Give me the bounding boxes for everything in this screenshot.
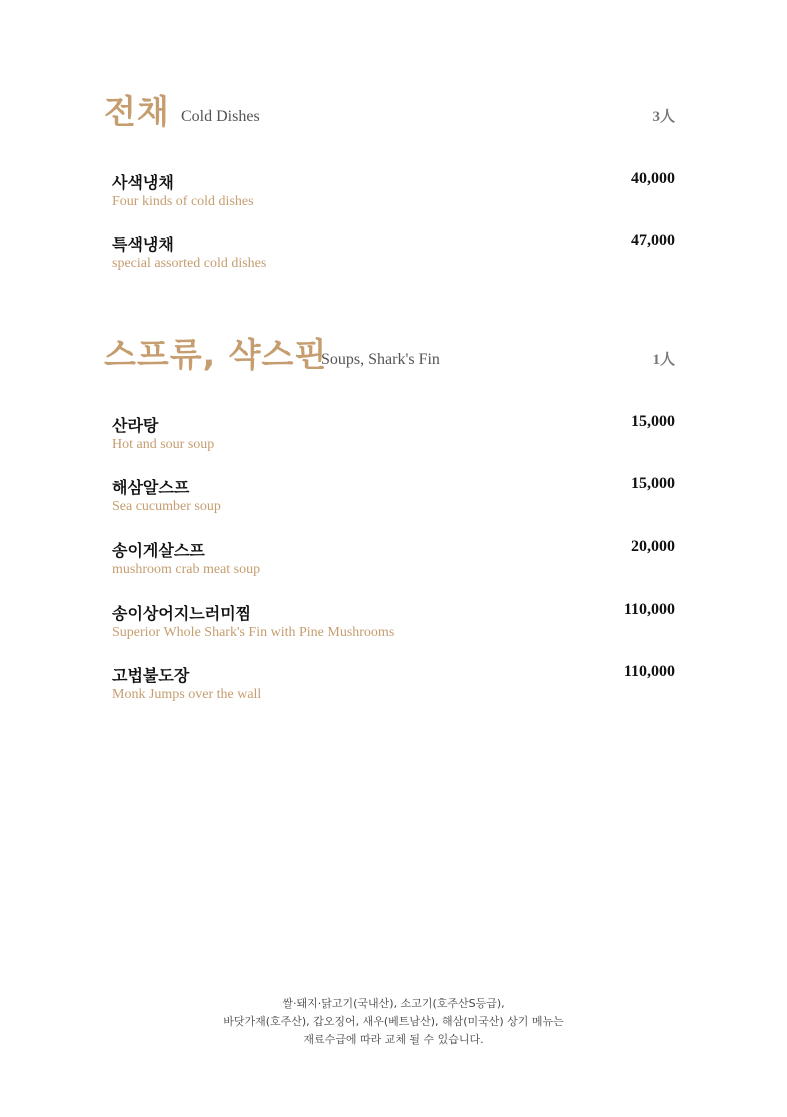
menu-item-name-ko: 해삼알스프: [112, 478, 190, 497]
section-serving: 1人: [652, 352, 675, 368]
menu-item-name-ko: 송이상어지느러미찜: [112, 604, 252, 623]
menu-item-price: 15,000: [631, 475, 675, 492]
menu-item-name-ko: 사색냉채: [112, 173, 174, 192]
section-header: [104, 321, 675, 374]
menu-item-name-en: mushroom crab meat soup: [112, 562, 261, 577]
origin-notice-line: 바닷가재(호주산), 갑오징어, 새우(베트남산), 해삼(미국산) 상기 메뉴는: [223, 1015, 564, 1028]
menu-item: [112, 475, 675, 521]
menu-item: [112, 413, 675, 459]
menu-item-name-ko: 특색냉채: [112, 235, 174, 254]
menu-item-name-en: Superior Whole Shark's Fin with Pine Mushrooms: [112, 625, 395, 640]
menu-item-price: 15,000: [631, 413, 675, 430]
menu-item: [112, 663, 675, 709]
section-title-en: Cold Dishes: [181, 108, 260, 125]
menu-item-name-en: Four kinds of cold dishes: [112, 194, 254, 209]
menu-item-price: 110,000: [623, 663, 675, 680]
menu-item-name-en: Monk Jumps over the wall: [112, 687, 262, 702]
menu-item: [112, 538, 675, 584]
section-title-ko: 스프류, 샥스핀: [104, 335, 328, 374]
menu-item-price: 40,000: [631, 170, 675, 187]
section-serving: 3人: [652, 109, 675, 125]
menu-item-price: 20,000: [631, 538, 675, 555]
menu-item: [112, 601, 675, 647]
origin-notice: [0, 995, 787, 1049]
origin-notice-line: 쌀·돼지·닭고기(국내산), 소고기(호주산S등급),: [282, 997, 505, 1010]
menu-item-name-ko: 고법불도장: [112, 666, 190, 685]
menu-item: [112, 232, 675, 278]
menu-item-price: 110,000: [623, 601, 675, 618]
menu-item-name-en: special assorted cold dishes: [112, 256, 267, 271]
origin-notice-line: 재료수급에 따라 교체 될 수 있습니다.: [303, 1033, 484, 1046]
menu-item-name-en: Hot and sour soup: [112, 437, 215, 452]
menu-item: [112, 170, 675, 216]
section-title-en: Soups, Shark's Fin: [321, 351, 440, 368]
section-header: [104, 78, 675, 131]
menu-item-price: 47,000: [631, 232, 675, 249]
section-title-ko: 전채: [104, 92, 170, 131]
menu-item-name-ko: 송이게살스프: [112, 541, 205, 560]
menu-item-name-en: Sea cucumber soup: [112, 499, 221, 514]
menu-item-name-ko: 산라탕: [112, 416, 159, 435]
